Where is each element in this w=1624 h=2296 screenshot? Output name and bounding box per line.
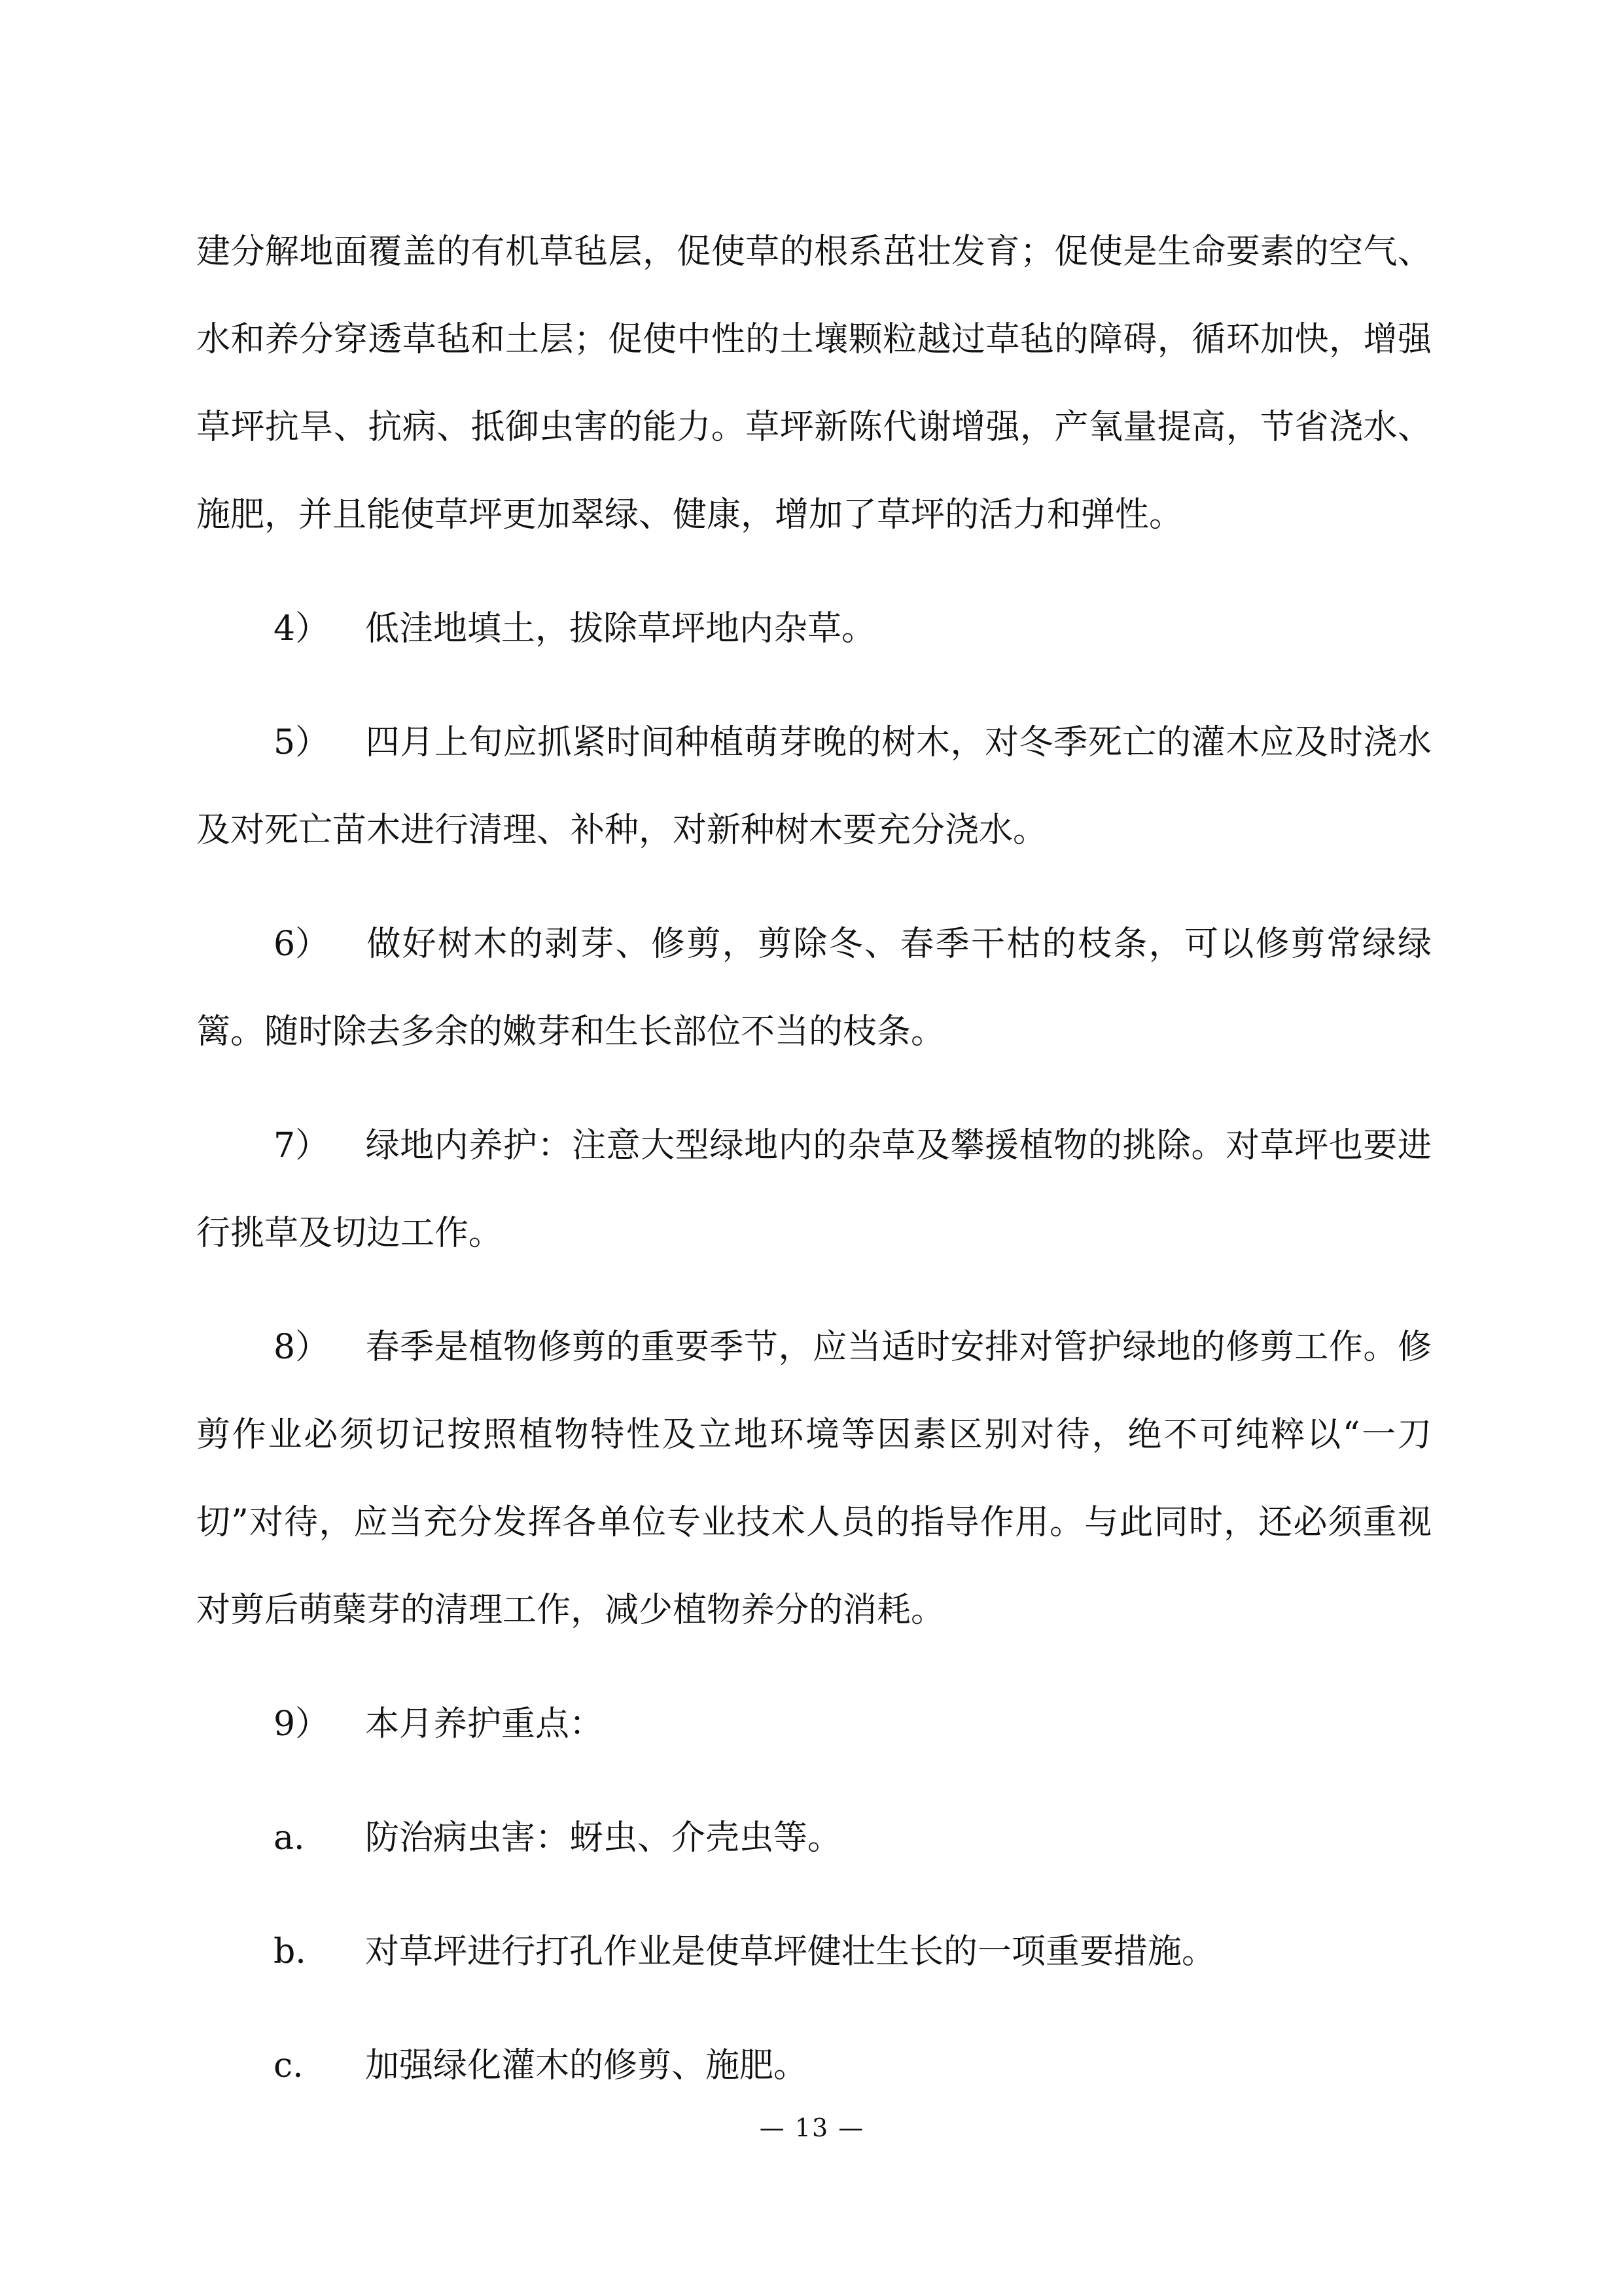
item-text: 加强绿化灌木的修剪、施肥。 [365,2046,808,2085]
item-text: 防治病虫害：蚜虫、介壳虫等。 [365,1818,842,1858]
item-letter: c. [274,2046,304,2085]
list-item-9 [196,1680,1432,1768]
item-text: 四月上旬应抓紧时间种植萌芽晚的树木，对冬季死亡的灌木应及时浇水及对死亡苗木进行清理、补种，对新种树木要充分浇水。 [196,723,1432,850]
item-number: 7） [274,1126,330,1165]
item-text: 本月养护重点： [365,1704,604,1744]
item-number: 9） [274,1704,330,1744]
list-item-6 [196,900,1432,1076]
item-number: 6） [274,925,330,964]
intro-paragraph: 建分解地面覆盖的有机草毡层，促使草的根系茁壮发育；促使是生命要素的空气、水和养分穿透草毡和土层；促使中性的土壤颗粒越过草毡的障碍，循环加快，增强草坪抗旱、抗病、抵御虫害的能力。草坪新陈代谢增强，产氧量提高，节省浇水、施肥，并且能使草坪更加翠绿、健康，增加了草坪的活力和弹性。 [196,232,1432,535]
item-text: 低洼地填土，拔除草坪地内杂草。 [365,609,876,648]
item-number: 4） [274,609,330,648]
item-letter: b. [274,1932,306,1971]
sub-item-b [196,1908,1432,1996]
item-text: 对草坪进行打孔作业是使草坪健壮生长的一项重要措施。 [365,1932,1216,1971]
item-text: 做好树木的剥芽、修剪，剪除冬、春季干枯的枝条，可以修剪常绿绿篱。随时除去多余的嫩芽和生长部位不当的枝条。 [196,925,1432,1051]
item-text: 绿地内养护：注意大型绿地内的杂草及攀援植物的挑除。对草坪也要进行挑草及切边工作。 [196,1126,1432,1253]
item-number: 8） [274,1328,330,1367]
list-item-4 [196,585,1432,673]
page-number: — 13 — [759,2113,865,2142]
list-item-8 [196,1303,1432,1654]
item-text: 春季是植物修剪的重要季节，应当适时安排对管护绿地的修剪工作。修剪作业必须切记按照植物特性及立地环境等因素区别对待，绝不可纯粹以“一刀切”对待，应当充分发挥各单位专业技术人员的指导作用。与此同时，还必须重视对剪后萌蘖芽的清理工作，减少植物养分的消耗。 [196,1328,1432,1630]
page-body [196,208,1432,2136]
sub-item-a [196,1794,1432,1882]
item-letter: a. [274,1818,305,1858]
item-number: 5） [274,723,330,762]
sub-item-c [196,2022,1432,2110]
list-item-5 [196,699,1432,874]
list-item-7 [196,1102,1432,1277]
